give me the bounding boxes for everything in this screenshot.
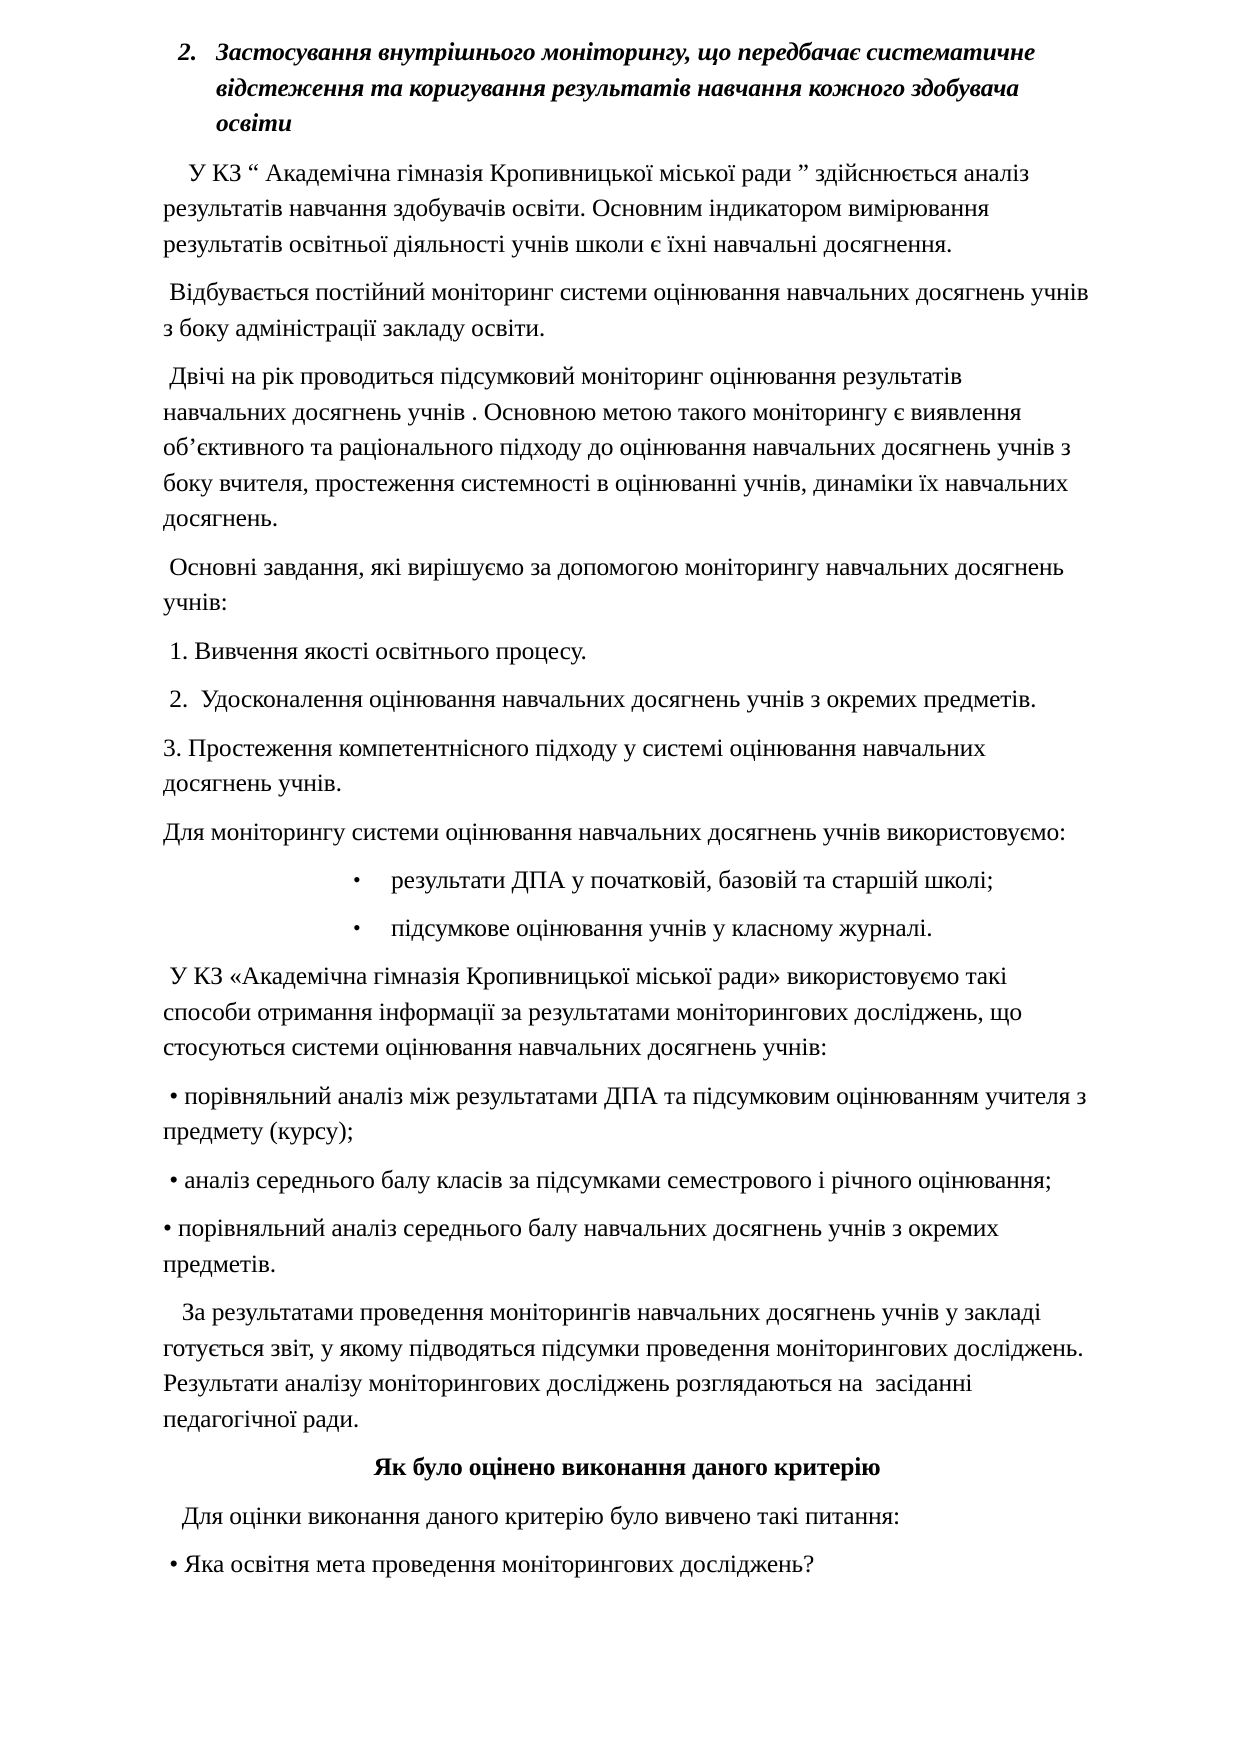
section-heading-number: 2.: [178, 37, 198, 66]
paragraph-methods-lead: У КЗ «Академічна гімназія Кропивницької міської ради» використовуємо такі способи отримання інформації за результатами моніторингових досліджень, що стосуються системи оцінювання навчальних досягнень учнів:: [163, 961, 1029, 1061]
list-item: [353, 910, 1091, 946]
task-item-1: 1. Вивчення якості освітнього процесу.: [163, 635, 587, 665]
paragraph-constant-monitoring: Відбувається постійний моніторинг системи оцінювання навчальних досягнень учнів з боку адміністрації закладу освіти.: [163, 277, 1095, 342]
paragraph-intro: У КЗ “ Академічна гімназія Кропивницької міської ради ” здійснюється аналіз результатів навчання здобувачів освіти. Основним індикатором вимірювання результатів освітньої діяльності учнів школи є їхні навчальні досягнення.: [163, 157, 1036, 258]
paragraph-twice-a-year: Двічі на рік проводиться підсумковий моніторинг оцінювання результатів навчальних досягнень учнів . Основною метою такого моніторингу є виявлення об’єктивного та раціонального підходу до оцінювання навчальних досягнень учнів з боку вчителя, простеження системності в оцінюванні учнів, динаміки їх навчальних досягнень.: [163, 361, 1077, 532]
list-item-label: підсумкове оцінювання учнів у класному журналі.: [391, 912, 933, 942]
question-item-1: • Яка освітня мета проведення моніторингових досліджень?: [163, 1549, 815, 1578]
method-item-3: • порівняльний аналіз середнього балу навчальних досягнень учнів з окремих предметів.: [163, 1213, 1006, 1278]
section-heading-text: Застосування внутрішнього моніторингу, що передбачає систематичне відстеження та коригування результатів навчання кожного здобувача освіти: [216, 37, 1036, 137]
paragraph-report-results: За результатами проведення моніторингів навчальних досягнень учнів у закладі готується звіт, у якому підводяться підсумки проведення моніторингових досліджень. Результати аналізу моніторингових досліджень розглядаються на засіданні педагогічної ради.: [163, 1297, 1090, 1433]
task-item-2: 2. Удосконалення оцінювання навчальних досягнень учнів з окремих предметів.: [163, 684, 1037, 713]
list-item-label: результати ДПА у початковій, базовій та старшій школі;: [391, 865, 994, 894]
paragraph-tools-lead: Для моніторингу системи оцінювання навчальних досягнень учнів використовуємо:: [163, 816, 1066, 846]
bullet-icon: •: [353, 914, 361, 940]
paragraph-questions-lead: Для оцінки виконання даного критерію було вивчено такі питання:: [163, 1500, 900, 1530]
bullet-icon: •: [353, 867, 361, 892]
tools-bullet-list: [163, 862, 1091, 945]
document-body: [163, 34, 1095, 1582]
evaluation-heading: Як було оцінено виконання даного критерію: [373, 1452, 881, 1481]
section-heading: [163, 34, 1091, 141]
task-item-3: 3. Простеження компетентнісного підходу у системі оцінювання навчальних досягнень учнів.: [163, 732, 992, 797]
list-item: [353, 862, 1091, 898]
method-item-1: • порівняльний аналіз між результатами ДПА та підсумковим оцінюванням учителя з предмету (курсу);: [163, 1080, 1093, 1145]
method-item-2: • аналіз середнього балу класів за підсумками семестрового і річного оцінювання;: [163, 1164, 1052, 1194]
paragraph-main-tasks-lead: Основні завдання, які вирішуємо за допомогою моніторингу навчальних досягнень учнів:: [163, 551, 1071, 616]
